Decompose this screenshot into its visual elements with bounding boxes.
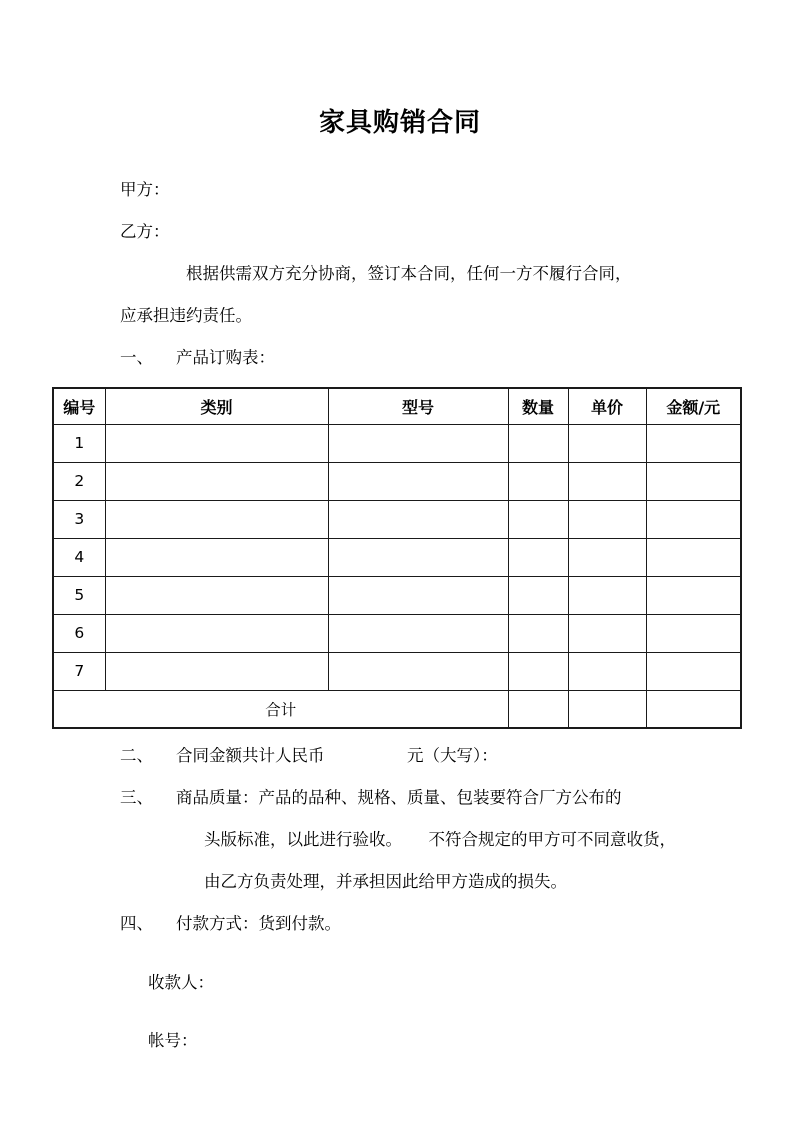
table-row: [53, 576, 741, 614]
cell-quantity[interactable]: [508, 614, 568, 652]
cell-category[interactable]: [105, 500, 328, 538]
clause-3-number: 三、: [120, 788, 153, 808]
column-header-unit-price: 单价: [568, 388, 646, 424]
clause-4: [52, 903, 748, 945]
cell-model[interactable]: [328, 576, 508, 614]
cell-unit-price[interactable]: [568, 424, 646, 462]
cell-model[interactable]: [328, 500, 508, 538]
document-body: [0, 169, 800, 379]
total-label: 合计: [53, 690, 508, 728]
cell-amount[interactable]: [646, 462, 741, 500]
cell-model[interactable]: [328, 462, 508, 500]
product-order-table: [52, 387, 742, 729]
cell-unit-price[interactable]: [568, 462, 646, 500]
clause-1-body: [176, 337, 748, 379]
cell-model[interactable]: [328, 538, 508, 576]
cell-quantity[interactable]: [508, 576, 568, 614]
document-body-lower: [0, 735, 800, 1062]
total-quantity[interactable]: [508, 690, 568, 728]
cell-amount[interactable]: [646, 614, 741, 652]
cell-amount[interactable]: [646, 538, 741, 576]
clause-3-line-3: 不符合规定的甲方可不同意收货，: [428, 830, 676, 850]
table-row: [53, 538, 741, 576]
table-header-row: [53, 388, 741, 424]
cell-no: 3: [53, 500, 105, 538]
payee-field-label: 收款人：: [148, 972, 214, 992]
cell-amount[interactable]: [646, 576, 741, 614]
clause-4-number: 四、: [120, 914, 153, 934]
cell-unit-price[interactable]: [568, 652, 646, 690]
clause-2-body: [176, 735, 748, 777]
column-header-quantity: 数量: [508, 388, 568, 424]
cell-unit-price[interactable]: [568, 538, 646, 576]
cell-category[interactable]: [105, 652, 328, 690]
clause-3-line-4: 由乙方负责处理，并承担因此给甲方造成的损失。: [204, 872, 567, 892]
clause-3-line-2: 头版标准，以此进行验收。: [204, 830, 402, 850]
total-unit-price[interactable]: [568, 690, 646, 728]
total-amount[interactable]: [646, 690, 741, 728]
table-row: [53, 614, 741, 652]
cell-amount[interactable]: [646, 500, 741, 538]
table-row: [53, 500, 741, 538]
cell-no: 5: [53, 576, 105, 614]
preamble-line-2: 应承担违约责任。: [120, 306, 252, 326]
cell-no: 4: [53, 538, 105, 576]
clause-3-body: [176, 777, 748, 903]
clause-4-body: [176, 903, 748, 945]
cell-no: 7: [53, 652, 105, 690]
cell-quantity[interactable]: [508, 462, 568, 500]
table-row: [53, 424, 741, 462]
cell-category[interactable]: [105, 614, 328, 652]
cell-category[interactable]: [105, 576, 328, 614]
cell-no: 6: [53, 614, 105, 652]
cell-unit-price[interactable]: [568, 576, 646, 614]
column-header-amount: 金额/元: [646, 388, 741, 424]
table-total-row: [53, 690, 741, 728]
cell-model[interactable]: [328, 614, 508, 652]
clause-4-line-1: 付款方式：货到付款。: [176, 914, 341, 934]
cell-amount[interactable]: [646, 652, 741, 690]
clause-1-number: 一、: [120, 348, 153, 368]
party-b-line: 乙方：: [120, 222, 170, 242]
cell-category[interactable]: [105, 424, 328, 462]
table-row: [53, 652, 741, 690]
cell-quantity[interactable]: [508, 538, 568, 576]
cell-no: 2: [53, 462, 105, 500]
column-header-model: 型号: [328, 388, 508, 424]
clause-3-line-2-wrap: [176, 819, 748, 861]
preamble-line-1: 根据供需双方充分协商，签订本合同，任何一方不履行合同，: [186, 264, 632, 284]
clause-3-line-1: 商品质量：产品的品种、规格、质量、包装要符合厂方公布的: [176, 788, 622, 808]
table-row: [53, 462, 741, 500]
clause-2-number: 二、: [120, 746, 153, 766]
cell-category[interactable]: [105, 462, 328, 500]
cell-no: 1: [53, 424, 105, 462]
clause-2-line-2: 元（大写）：: [407, 746, 498, 766]
clause-2-line-1: 合同金额共计人民币: [176, 746, 325, 766]
column-header-category: 类别: [105, 388, 328, 424]
clause-3: [52, 777, 748, 903]
clause-1: [52, 337, 748, 379]
cell-model[interactable]: [328, 652, 508, 690]
cell-amount[interactable]: [646, 424, 741, 462]
clause-1-line-1: 产品订购表：: [176, 348, 275, 368]
column-header-no: 编号: [53, 388, 105, 424]
cell-unit-price[interactable]: [568, 500, 646, 538]
cell-quantity[interactable]: [508, 500, 568, 538]
cell-unit-price[interactable]: [568, 614, 646, 652]
cell-quantity[interactable]: [508, 424, 568, 462]
order-table-container: [0, 387, 800, 729]
cell-model[interactable]: [328, 424, 508, 462]
account-number-field-label: 帐号：: [148, 1031, 198, 1051]
cell-quantity[interactable]: [508, 652, 568, 690]
clause-2: [52, 735, 748, 777]
party-a-line: 甲方：: [120, 180, 170, 200]
cell-category[interactable]: [105, 538, 328, 576]
page-title: 家具购销合同: [318, 108, 481, 138]
